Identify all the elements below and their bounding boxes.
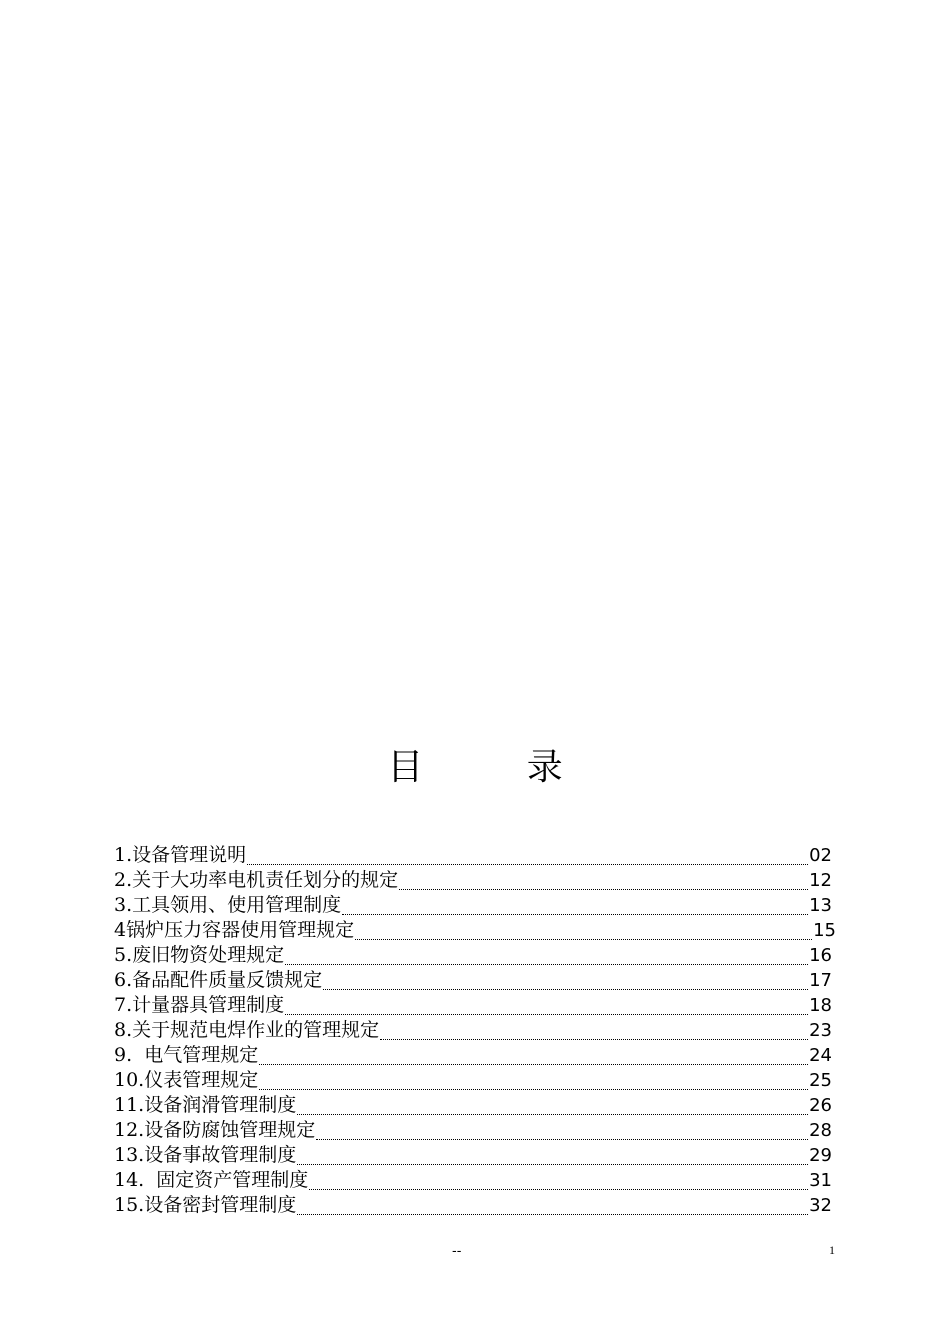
- toc-entry-label: 15.设备密封管理制度: [114, 1194, 297, 1216]
- toc-entry-page: 13: [809, 895, 832, 916]
- toc-entry-label: 10.仪表管理规定: [114, 1069, 259, 1091]
- toc-entry-label: 9. 电气管理规定: [114, 1044, 259, 1066]
- toc-entry-label: 4锅炉压力容器使用管理规定: [114, 919, 355, 941]
- toc-entry-page: 17: [809, 970, 832, 991]
- table-of-contents: [114, 843, 836, 1218]
- toc-entry-page: 12: [809, 870, 832, 891]
- toc-dot-leader: [355, 939, 812, 940]
- toc-entry-page: 32: [809, 1195, 832, 1216]
- toc-dot-leader: [316, 1139, 808, 1140]
- toc-entry-4[interactable]: [114, 918, 836, 943]
- toc-dot-leader: [297, 1214, 808, 1215]
- page-title: 目 录: [387, 747, 609, 788]
- toc-entry-9[interactable]: [114, 1043, 832, 1068]
- footer-page-number: 1: [829, 1243, 835, 1257]
- toc-entry-11[interactable]: [114, 1093, 832, 1118]
- toc-entry-page: 15: [813, 920, 836, 941]
- toc-entry-5[interactable]: [114, 943, 832, 968]
- toc-entry-page: 24: [809, 1045, 832, 1066]
- toc-dot-leader: [399, 889, 808, 890]
- toc-entry-label: 12.设备防腐蚀管理规定: [114, 1119, 316, 1141]
- toc-entry-label: 3.工具领用、使用管理制度: [114, 894, 342, 916]
- toc-dot-leader: [380, 1039, 808, 1040]
- toc-entry-13[interactable]: [114, 1143, 832, 1168]
- toc-entry-label: 11.设备润滑管理制度: [114, 1094, 297, 1116]
- toc-entry-2[interactable]: [114, 868, 832, 893]
- toc-entry-page: 31: [809, 1170, 832, 1191]
- toc-entry-label: 7.计量器具管理制度: [114, 994, 285, 1016]
- toc-entry-page: 18: [809, 995, 832, 1016]
- toc-dot-leader: [259, 1064, 808, 1065]
- toc-entry-label: 6.备品配件质量反馈规定: [114, 969, 323, 991]
- toc-entry-6[interactable]: [114, 968, 832, 993]
- toc-entry-page: 23: [809, 1020, 832, 1041]
- toc-entry-label: 13.设备事故管理制度: [114, 1144, 297, 1166]
- toc-entry-8[interactable]: [114, 1018, 832, 1043]
- toc-dot-leader: [259, 1089, 808, 1090]
- toc-entry-3[interactable]: [114, 893, 832, 918]
- toc-dot-leader: [297, 1114, 808, 1115]
- footer-mark: --: [452, 1244, 462, 1259]
- toc-dot-leader: [247, 864, 808, 865]
- toc-entry-page: 25: [809, 1070, 832, 1091]
- toc-entry-label: 5.废旧物资处理规定: [114, 944, 285, 966]
- toc-entry-15[interactable]: [114, 1193, 832, 1218]
- toc-entry-10[interactable]: [114, 1068, 832, 1093]
- toc-entry-label: 14. 固定资产管理制度: [114, 1169, 309, 1191]
- toc-dot-leader: [309, 1189, 808, 1190]
- toc-entry-7[interactable]: [114, 993, 832, 1018]
- toc-entry-1[interactable]: [114, 843, 832, 868]
- toc-entry-page: 16: [809, 945, 832, 966]
- toc-dot-leader: [342, 914, 808, 915]
- toc-entry-label: 8.关于规范电焊作业的管理规定: [114, 1019, 380, 1041]
- toc-entry-label: 1.设备管理说明: [114, 844, 247, 866]
- toc-entry-14[interactable]: [114, 1168, 832, 1193]
- toc-entry-12[interactable]: [114, 1118, 832, 1143]
- toc-entry-label: 2.关于大功率电机责任划分的规定: [114, 869, 399, 891]
- toc-entry-page: 26: [809, 1095, 832, 1116]
- toc-dot-leader: [297, 1164, 808, 1165]
- toc-entry-page: 02: [809, 845, 832, 866]
- toc-dot-leader: [323, 989, 808, 990]
- toc-dot-leader: [285, 964, 808, 965]
- toc-dot-leader: [285, 1014, 808, 1015]
- toc-entry-page: 28: [809, 1120, 832, 1141]
- toc-entry-page: 29: [809, 1145, 832, 1166]
